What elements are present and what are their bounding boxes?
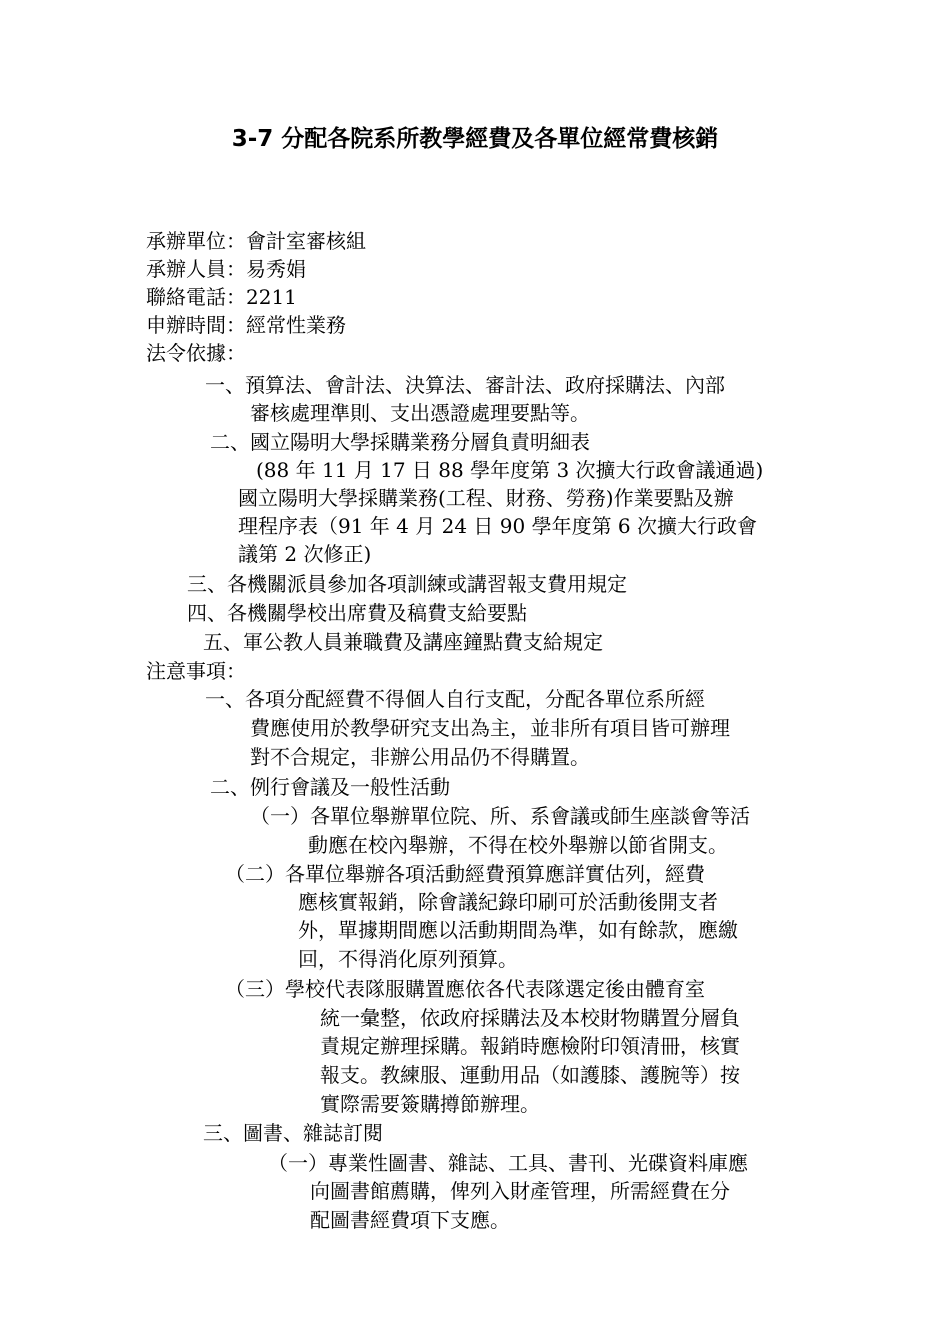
legal-basis-heading: 法令依據： <box>146 341 246 365</box>
note-item-1-line-3: 對不合規定，非辦公用品仍不得購置。 <box>250 745 590 769</box>
legal-item-2-line-4: 理程序表（91 年 4 月 24 日 90 學年度第 6 次擴大行政會 <box>238 514 758 538</box>
note-item-2-sub-1-line-1: （一）各單位舉辦單位院、所、系會議或師生座談會等活 <box>250 804 750 828</box>
note-item-2-sub-2-line-1: （二）各單位舉辦各項活動經費預算應詳實估列，經費 <box>225 862 705 886</box>
legal-item-1-line-2: 審核處理準則、支出憑證處理要點等。 <box>250 401 590 425</box>
staff-line: 承辦人員：易秀娟 <box>146 257 306 281</box>
note-item-2-sub-3-line-2: 統一彙整，依政府採購法及本校財物購置分層負 <box>320 1006 740 1030</box>
legal-item-2-line-1: 二、國立陽明大學採購業務分層負責明細表 <box>210 430 590 454</box>
legal-item-2-line-5: 議第 2 次修正) <box>238 542 372 566</box>
note-item-2-sub-2-line-2: 應核實報銷，除會議紀錄印刷可於活動後開支者 <box>298 890 718 914</box>
note-item-2-sub-2-line-4: 回，不得消化原列預算。 <box>298 947 518 971</box>
note-item-2-heading: 二、例行會議及一般性活動 <box>210 775 450 799</box>
legal-item-4: 四、各機關學校出席費及稿費支給要點 <box>187 601 527 625</box>
note-item-3-sub-1-line-3: 配圖書經費項下支應。 <box>310 1208 510 1232</box>
note-item-1-line-2: 費應使用於教學研究支出為主，並非所有項目皆可辦理 <box>250 716 730 740</box>
note-item-2-sub-3-line-3: 責規定辦理採購。報銷時應檢附印領清冊，核實 <box>320 1034 740 1058</box>
time-line: 申辦時間：經常性業務 <box>146 313 346 337</box>
note-item-3-sub-1-line-2: 向圖書館薦購，俾列入財產管理，所需經費在分 <box>310 1179 730 1203</box>
note-item-3-heading: 三、圖書、雜誌訂閱 <box>203 1121 383 1145</box>
legal-item-3: 三、各機關派員參加各項訓練或講習報支費用規定 <box>187 572 627 596</box>
note-item-3-sub-1-line-1: （一）專業性圖書、雜誌、工具、書刊、光碟資料庫應 <box>268 1151 748 1175</box>
legal-item-1-line-1: 一、預算法、會計法、決算法、審計法、政府採購法、內部 <box>205 373 725 397</box>
note-item-1-line-1: 一、各項分配經費不得個人自行支配，分配各單位系所經 <box>205 687 705 711</box>
note-item-2-sub-2-line-3: 外，單據期間應以活動期間為準，如有餘款，應繳 <box>298 918 738 942</box>
notes-heading: 注意事項： <box>146 659 246 683</box>
note-item-2-sub-1-line-2: 動應在校內舉辦，不得在校外舉辦以節省開支。 <box>308 833 728 857</box>
unit-line: 承辦單位：會計室審核組 <box>146 229 366 253</box>
legal-item-2-line-2: (88 年 11 月 17 日 88 學年度第 3 次擴大行政會議通過) <box>256 458 764 482</box>
note-item-2-sub-3-line-1: （三）學校代表隊服購置應依各代表隊選定後由體育室 <box>225 977 705 1001</box>
legal-item-2-line-3: 國立陽明大學採購業務(工程、財務、勞務)作業要點及辦 <box>238 486 734 510</box>
note-item-2-sub-3-line-5: 實際需要簽購撙節辦理。 <box>320 1092 540 1116</box>
note-item-2-sub-3-line-4: 報支。教練服、運動用品（如護膝、護腕等）按 <box>320 1063 740 1087</box>
legal-item-5: 五、軍公教人員兼職費及講座鐘點費支給規定 <box>203 630 603 654</box>
phone-line: 聯絡電話：2211 <box>146 285 297 309</box>
document-title: 3-7 分配各院系所教學經費及各單位經常費核銷 <box>231 126 719 152</box>
